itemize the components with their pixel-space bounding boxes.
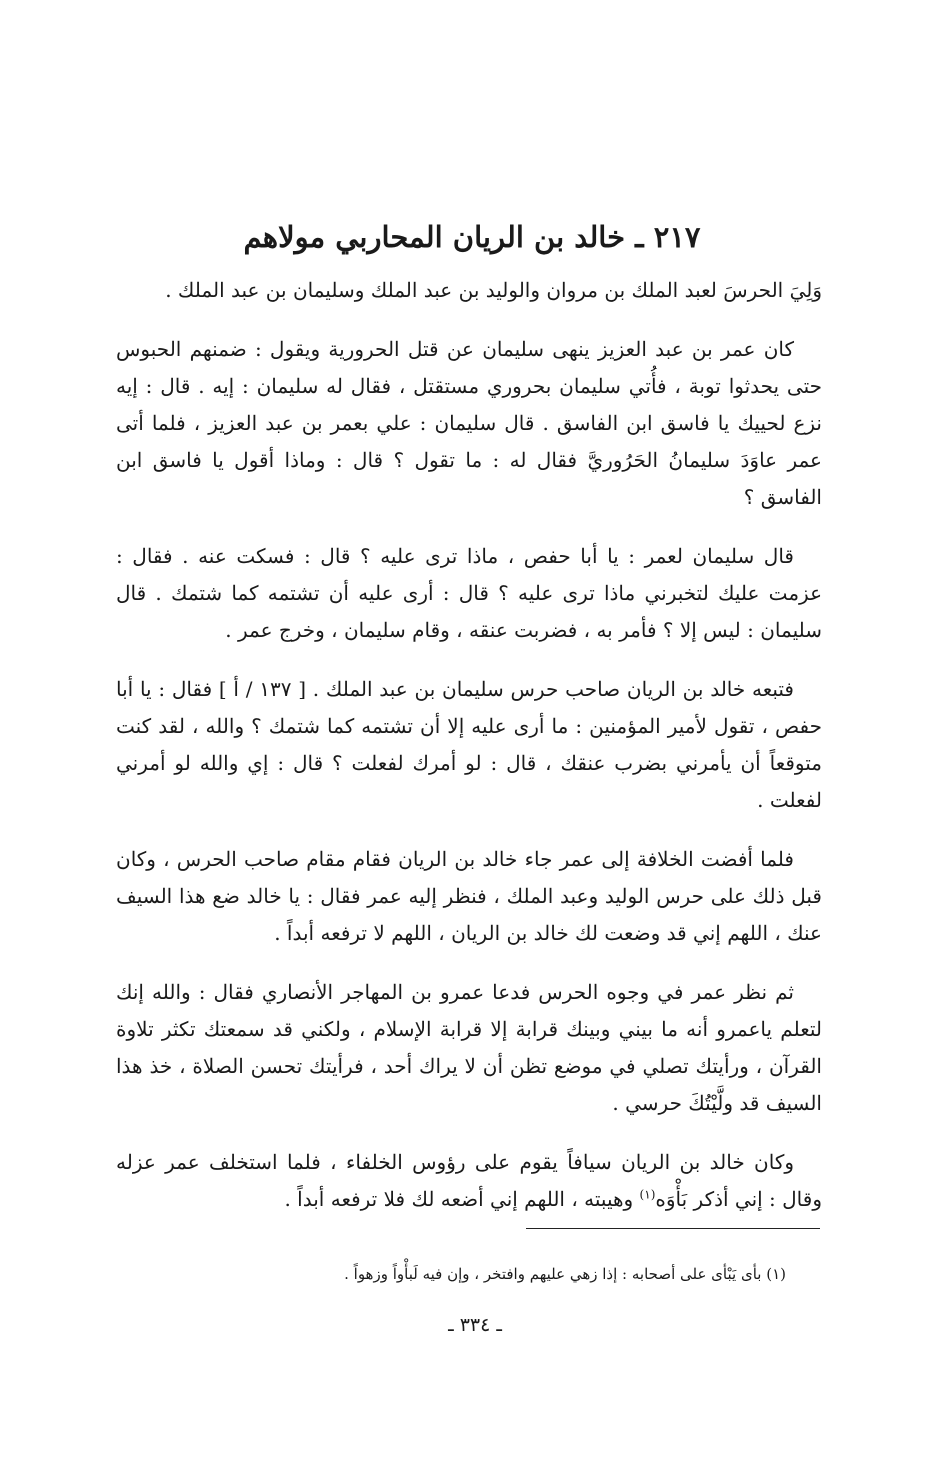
paragraph-sulayman-question: قال سليمان لعمر : يا أبا حفص ، ماذا ترى عليه ؟ قال : فسكت عنه . فقال : عزمت عليك لتخبرني ماذا ترى عليه ؟ قال : أرى عليه أن تشتمه كما شتمك . قال سليمان : ليس إلا ؟ فأمر به ، فضربت عنقه ، وقام سليمان ، وخرج عمر . — [116, 544, 822, 642]
paragraph-khalid-follows: فتبعه خالد بن الريان صاحب حرس سليمان بن عبد الملك . [ ١٣٧ / أ ] فقال : يا أبا حفص ، تقول لأمير المؤمنين : ما أرى عليه إلا أن تشتمه كما شتمك ؟ والله ، لقد كنت متوقعاً أن يأمرني بضرب عنقك ، قال : لو أمرك لفعلت ؟ قال : إي والله لو أمرني لفعلت . — [116, 677, 822, 812]
main-text — [116, 272, 822, 1240]
paragraph-dismissal-text-end: وهيبته ، اللهم إني أضعه لك فلا ترفعه أبداً . — [284, 1187, 640, 1211]
page-number: ـ ٣٣٤ ـ — [448, 1314, 502, 1336]
footnote-marker: (١) — [639, 1187, 656, 1202]
footnote-separator — [526, 1228, 820, 1229]
paragraph-caliphate: فلما أفضت الخلافة إلى عمر جاء خالد بن الريان فقام مقام صاحب الحرس ، وكان قبل ذلك على حرس الوليد وعبد الملك ، فنظر إليه عمر فقال : يا خالد ضع هذا السيف عنك ، اللهم إني قد وضعت لك خالد بن الريان ، اللهم لا ترفعه أبداً . — [116, 847, 822, 945]
biography-heading: ٢١٧ ـ خالد بن الريان المحاربي مولاهم — [243, 220, 701, 254]
paragraph-intro: وَلِيَ الحرسَ لعبد الملك بن مروان والوليد بن عبد الملك وسليمان بن عبد الملك . — [165, 278, 822, 302]
paragraph-guard-appointment: ثم نظر عمر في وجوه الحرس فدعا عمرو بن المهاجر الأنصاري فقال : والله إنك لتعلم ياعمرو أنه ما بيني وبينك قرابة إلا قرابة الإسلام ، ولكني قد سمعتك تكثر تلاوة القرآن ، ورأيتك تصلي في موضع تظن أن لا يراك أحد ، فرأيتك تحسن الصلاة ، خذ هذا السيف قد ولَّيْتُكَ حرسي . — [116, 980, 822, 1115]
footnote-text: (١) بأى يَبْأى على أصحابه : إذا زهي عليهم وافتخر ، وإن فيه لَبأْواً وزهواً . — [344, 1265, 786, 1283]
paragraph-haruriyya: كان عمر بن عبد العزيز ينهى سليمان عن قتل الحرورية ويقول : ضمنهم الحبوس حتى يحدثوا توبة ، فأُتي سليمان بحروري مستقتل ، فقال له سليمان : إيه . قال : إيه نزع لحييك يا فاسق ابن الفاسق . قال سليمان : علي بعمر بن عبد العزيز ، فلما أتى عمر عاوَدَ سليمانُ الحَرُوريَّ فقال له : ما تقول ؟ قال : وماذا أقول يا فاسق ابن الفاسق ؟ — [116, 337, 822, 509]
paragraph-dismissal — [116, 1144, 822, 1218]
paragraph-dismissal-text-start: وكان خالد بن الريان سيافاً يقوم على رؤوس الخلفاء ، فلما استخلف عمر عزله وقال : إني أذكر بَأْوَه — [116, 1150, 822, 1211]
